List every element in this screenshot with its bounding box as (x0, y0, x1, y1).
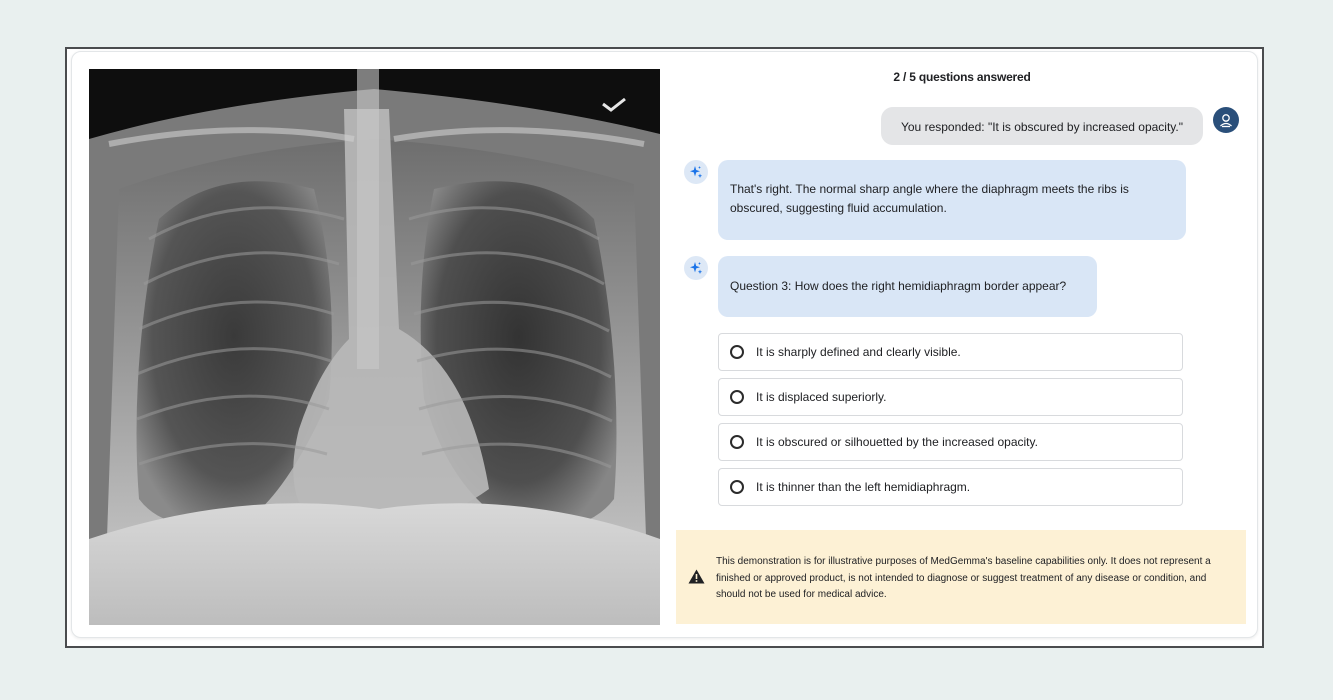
demo-card (71, 51, 1258, 638)
chest-xray-image (89, 69, 660, 625)
user-response-bubble: You responded: "It is obscured by increased opacity." (881, 107, 1203, 145)
assistant-feedback-message: That's right. The normal sharp angle where the diaphragm meets the ribs is obscured, suggesting fluid accumulation. (718, 160, 1186, 240)
answer-option-4[interactable] (718, 468, 1183, 506)
answer-option-label: It is displaced superiorly. (756, 390, 887, 404)
answer-option-label: It is obscured or silhouetted by the increased opacity. (756, 435, 1038, 449)
disclaimer-text: This demonstration is for illustrative purposes of MedGemma's baseline capabilities only. It does not represent a finished or approved product, is not intended to diagnose or suggest treatment of any disease or condition, and should not be used for medical advice. (716, 556, 1211, 600)
radio-button-icon[interactable] (730, 435, 744, 449)
radio-button-icon[interactable] (730, 345, 744, 359)
radio-button-icon[interactable] (730, 480, 744, 494)
answer-option-3[interactable] (718, 423, 1183, 461)
answer-option-1[interactable] (718, 333, 1183, 371)
assistant-question-message: Question 3: How does the right hemidiaphragm border appear? (718, 256, 1097, 317)
answer-option-2[interactable] (718, 378, 1183, 416)
sparkle-icon (684, 256, 708, 280)
radio-button-icon[interactable] (730, 390, 744, 404)
progress-indicator: 2 / 5 questions answered (893, 70, 1031, 84)
app-frame (65, 47, 1264, 648)
user-avatar-icon (1213, 107, 1239, 133)
disclaimer-banner (676, 530, 1246, 624)
answer-option-label: It is thinner than the left hemidiaphragm. (756, 480, 971, 494)
warning-triangle-icon (688, 569, 705, 584)
sparkle-icon (684, 160, 708, 184)
answer-option-label: It is sharply defined and clearly visible. (756, 345, 961, 359)
